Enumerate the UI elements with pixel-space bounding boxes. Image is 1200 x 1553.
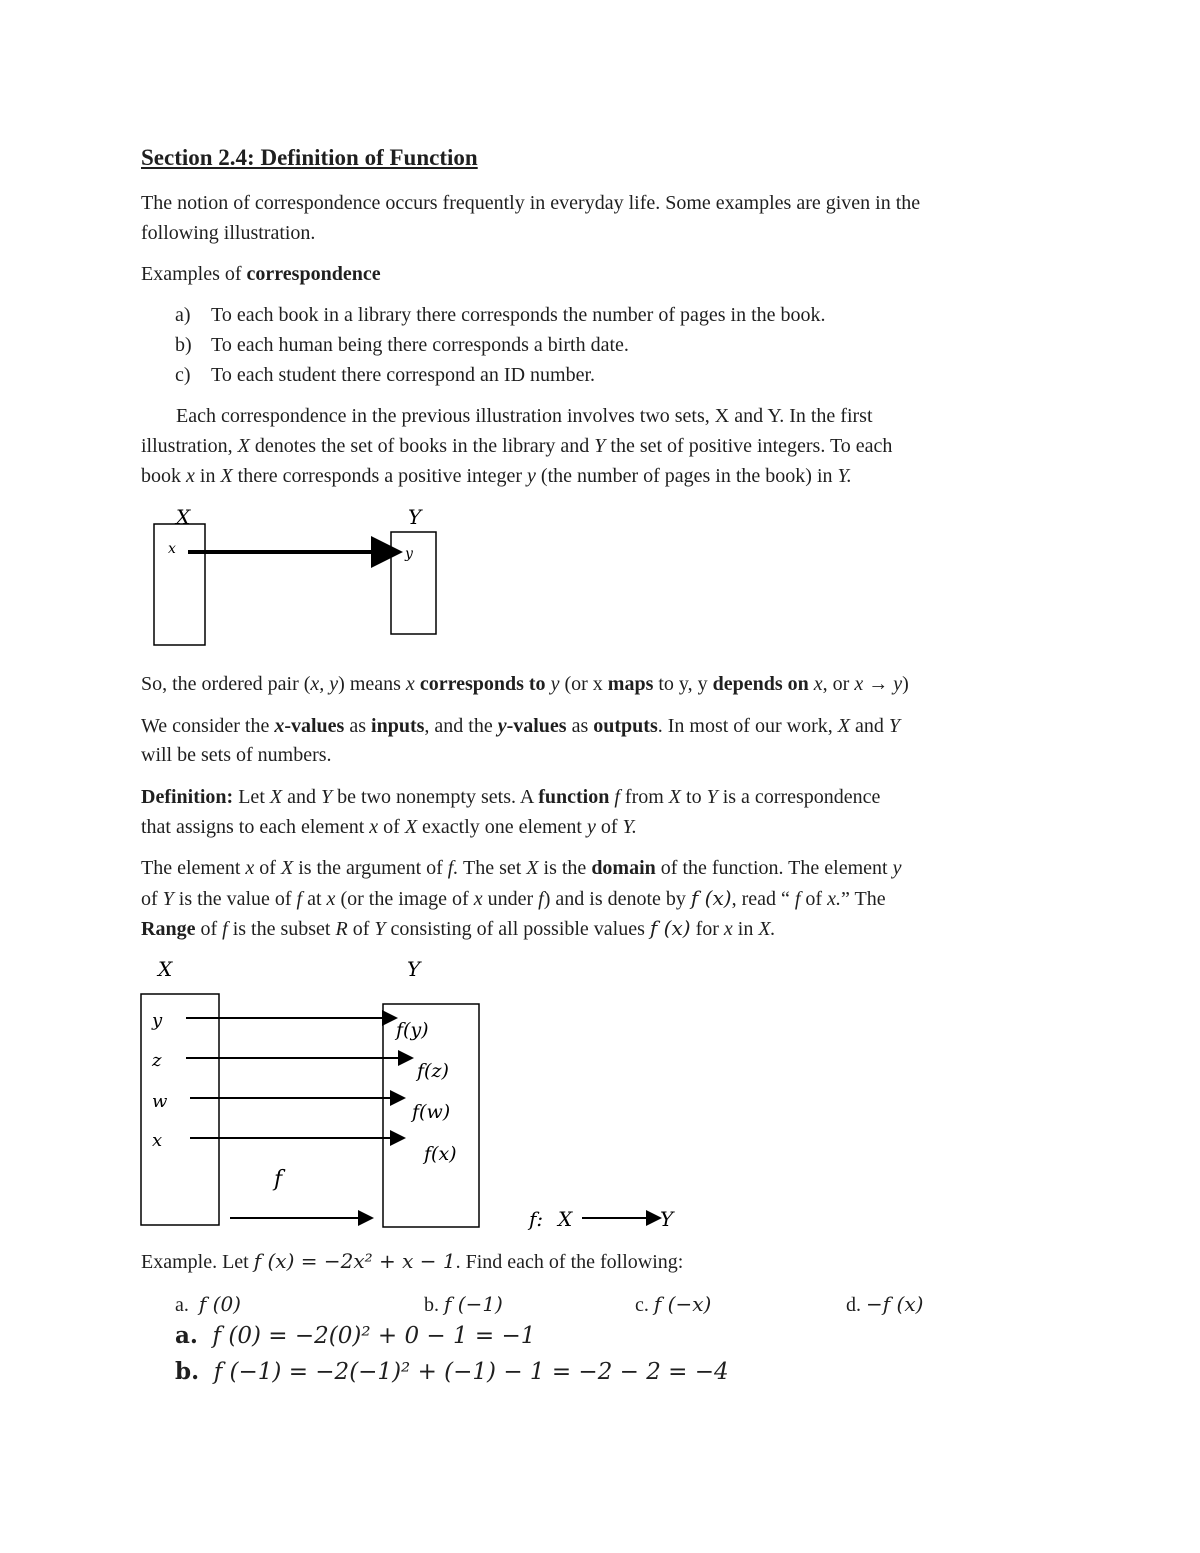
output-fy: f(y)	[396, 1019, 429, 1041]
input-x: x	[152, 1130, 163, 1151]
para2-line-3: book x in X there corresponds a positive integer y (the number of pages in the book) in Y.	[141, 465, 852, 487]
para2-line-2: illustration, X denotes the set of books in the library and Y the set of positive integers. To each	[141, 435, 893, 457]
intro-line-2: following illustration.	[141, 222, 316, 244]
examples-heading	[141, 259, 381, 289]
part-b: b. f (−1)	[424, 1292, 503, 1316]
part-d: d. −f (x)	[846, 1292, 924, 1316]
example-marker-a: a)	[175, 304, 191, 326]
solution-a: a. f (0) = −2(0)² + 0 − 1 = −1	[175, 1322, 536, 1349]
set-x-label-2: X	[158, 957, 173, 981]
element-line-2: of Y is the value of f at x (or the image of x under f) and is denote by f (x), read “ f of x.” The	[141, 886, 886, 910]
output-fw: f(w)	[412, 1101, 451, 1123]
example-text-a: To each book in a library there corresponds the number of pages in the book.	[211, 304, 826, 326]
output-fz: f(z)	[417, 1060, 449, 1082]
notation-f: f:	[529, 1207, 544, 1231]
ordered-pair-line: So, the ordered pair (x, y) means x corresponds to y (or x maps to y, y depends on x, or x → y)	[141, 673, 909, 695]
element-line-3: Range of f is the subset R of Y consisting of all possible values f (x) for x in X.	[141, 916, 776, 940]
input-w: w	[152, 1091, 168, 1112]
definition-label: Definition:	[141, 786, 234, 808]
element-y-label: y	[405, 546, 413, 562]
example-marker-b: b)	[175, 334, 192, 356]
set-x-box	[154, 524, 205, 645]
example-marker-c: c)	[175, 364, 191, 386]
intro-line-1: The notion of correspondence occurs frequently in everyday life. Some examples are given in the	[141, 192, 921, 214]
output-fx: f(x)	[424, 1143, 457, 1165]
input-z: z	[152, 1050, 162, 1071]
notation-x: X	[558, 1207, 573, 1231]
example-text-b: To each human being there corresponds a birth date.	[211, 334, 629, 356]
para2-line-1: Each correspondence in the previous illustration involves two sets, X and Y. In the first	[176, 405, 873, 427]
mapping-diagram-single	[140, 500, 460, 660]
input-y: y	[152, 1010, 163, 1031]
element-line-1: The element x of X is the argument of f. The set X is the domain of the function. The element y	[141, 857, 902, 879]
set-x-label: X	[176, 505, 191, 529]
set-y-label: Y	[408, 505, 422, 529]
part-a: a. f (0)	[175, 1292, 241, 1316]
io-line-1: We consider the x-values as inputs, and the y-values as outputs. In most of our work, X and Y	[141, 715, 900, 737]
solution-b: b. f (−1) = −2(−1)² + (−1) − 1 = −2 − 2 = −4	[175, 1358, 729, 1385]
map-label-f: f	[274, 1167, 283, 1192]
definition-line-2: that assigns to each element x of X exactly one element y of Y.	[141, 816, 637, 838]
part-c: c. f (−x)	[635, 1292, 712, 1316]
example-statement: Example. Let f (x) = −2x² + x − 1. Find each of the following:	[141, 1249, 684, 1273]
arrow-icon: →	[863, 673, 894, 695]
notation-y: Y	[660, 1207, 674, 1231]
mapping-diagram-function	[130, 950, 710, 1240]
io-line-2: will be sets of numbers.	[141, 744, 332, 766]
example-text-c: To each student there correspond an ID number.	[211, 364, 596, 386]
section-title: Section 2.4: Definition of Function	[141, 145, 478, 170]
set-y-label-2: Y	[407, 957, 421, 981]
example-function: f (x) = −2x² + x − 1	[253, 1249, 456, 1273]
definition-line-1: Definition: Let X and Y be two nonempty sets. A function f from X to Y is a correspondence	[141, 786, 881, 808]
set-y-box	[391, 532, 436, 634]
examples-heading-prefix: Examples of	[141, 263, 247, 285]
examples-heading-bold: correspondence	[246, 263, 381, 285]
element-x-label: x	[168, 541, 176, 557]
